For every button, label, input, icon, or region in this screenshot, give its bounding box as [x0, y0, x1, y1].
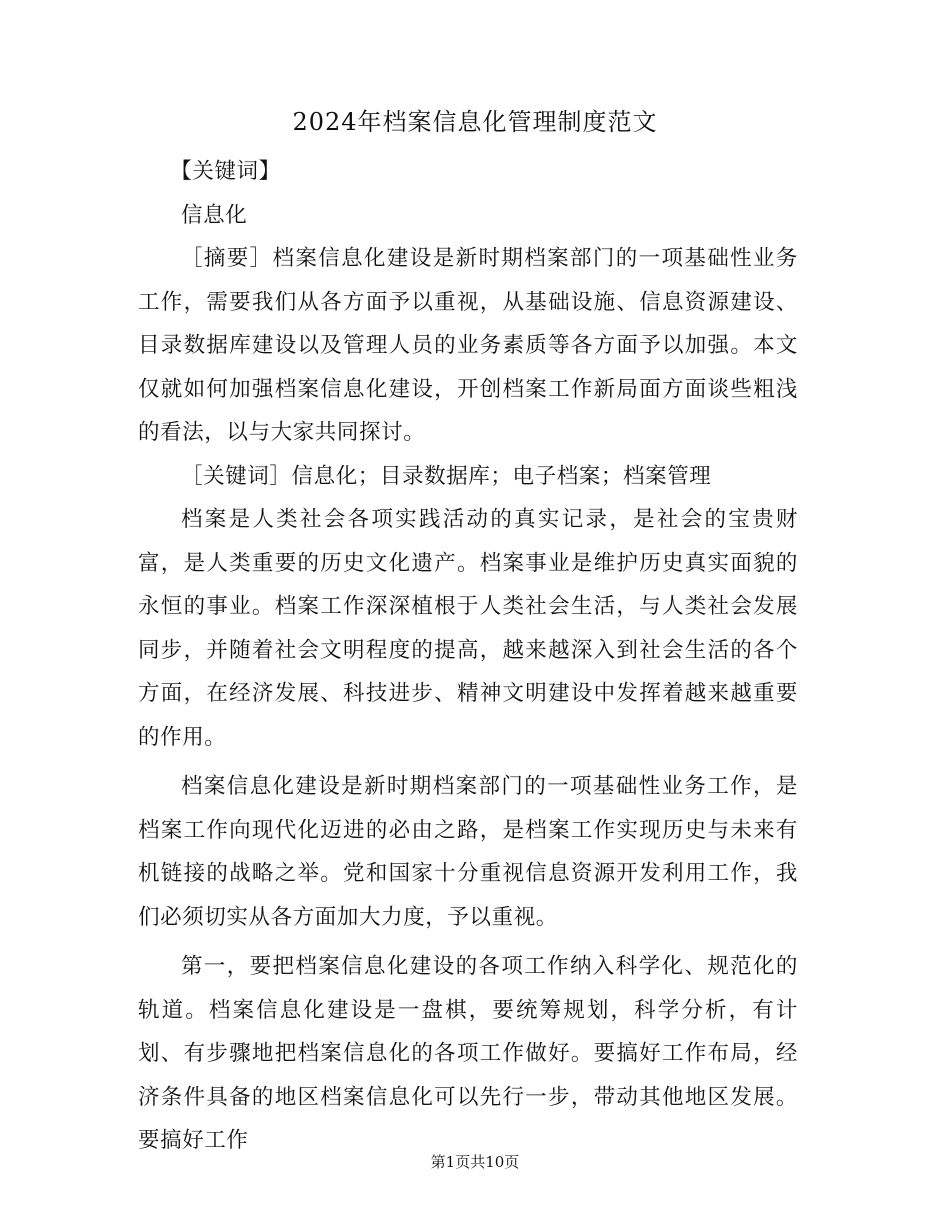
document-title: 2024年档案信息化管理制度范文 — [292, 108, 658, 136]
body-paragraph: 档案信息化建设是新时期档案部门的一项基础性业务工作，是档案工作向现代化迈进的必由之路，是档案工作实现历史与未来有机链接的战略之举。党和国家十分重视信息资源开发利用工作，我们必须切实从各方面加大力度，予以重视。 — [138, 774, 798, 930]
document-body — [138, 150, 798, 1163]
page-indicator: 第1页共10页 — [430, 1153, 520, 1171]
keyword-heading: 【关键词】 — [170, 159, 281, 184]
abstract-paragraph: ［摘要］档案信息化建设是新时期档案部门的一项基础性业务工作，需要我们从各方面予以重视，从基础设施、信息资源建设、目录数据库建设以及管理人员的业务素质等各方面予以加强。本文仅就如何加强档案信息化建设，开创档案工作新局面方面谈些粗浅的看法，以与大家共同探讨。 — [138, 246, 798, 445]
keywords-paragraph: ［关键词］信息化；目录数据库；电子档案；档案管理 — [181, 463, 712, 489]
body-paragraph: 第一，要把档案信息化建设的各项工作纳入科学化、规范化的轨道。档案信息化建设是一盘棋，要统筹规划，科学分析，有计划、有步骤地把档案信息化的各项工作做好。要搞好工作布局，经济条件具备的地区档案信息化可以先行一步，带动其他地区发展。要搞好工作 — [138, 954, 798, 1153]
body-paragraph: 档案是人类社会各项实践活动的真实记录，是社会的宝贵财富，是人类重要的历史文化遗产。档案事业是维护历史真实面貌的永恒的事业。档案工作深深植根于人类社会生活，与人类社会发展同步，并随着社会文明程度的提高，越来越深入到社会生活的各个方面，在经济发展、科技进步、精神文明建设中发挥着越来越重要的作用。 — [138, 507, 798, 750]
keyword-text: 信息化 — [181, 202, 248, 228]
